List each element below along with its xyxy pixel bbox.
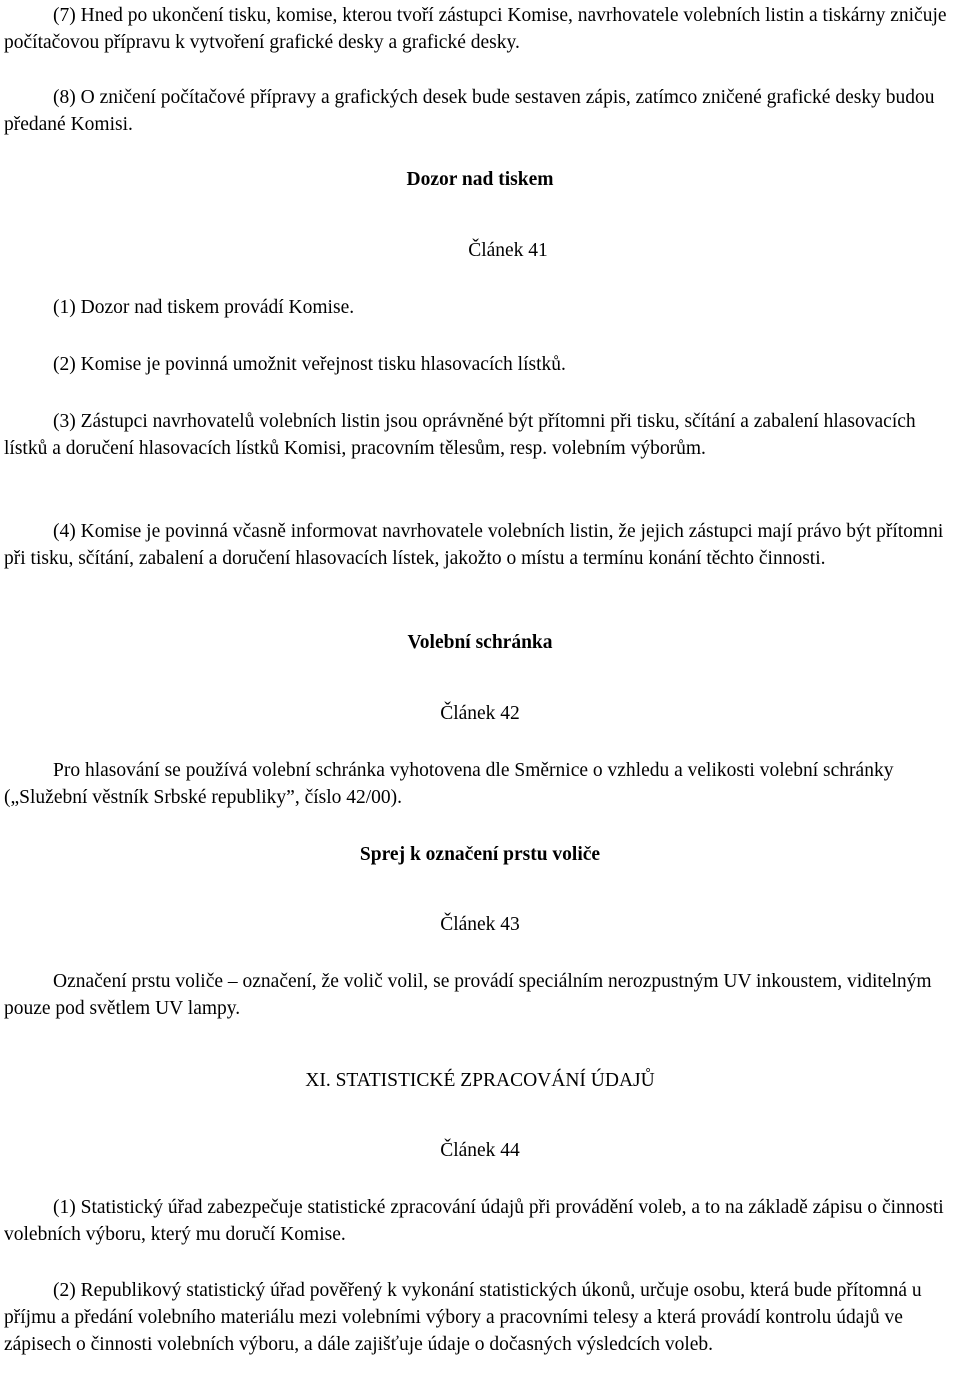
article-heading-41: Článek 41 [468,240,548,261]
article-heading-42: Článek 42 [440,703,520,724]
paragraph-7: (7) Hned po ukončení tisku, komise, kterou tvoří zástupci Komise, navrhovatele volebních listin a tiskárny zničuje počítačovou přípravu k vytvoření grafické desky a grafické desky. [4,5,947,53]
section-heading-dozor: Dozor nad tiskem [406,169,554,190]
article-44-paragraph-1: (1) Statistický úřad zabezpečuje statistické zpracování údajů při provádění voleb, a to na základě zápisu o činnosti volebních výboru, který mu doručí Komise. [4,1197,944,1245]
article-44-paragraph-2: (2) Republikový statistický úřad pověřený k vykonání statistických úkonů, určuje osobu, která bude přítomná u příjmu a předání volebního materiálu mezi volebními výbory a pracovními telesy a která provádí kontrolu údajů ve zápisech o činnosti volebních výboru, a dále zajišťuje údaje o dočasných výsledcích voleb. [4,1280,922,1355]
article-41-paragraph-1: (1) Dozor nad tiskem provádí Komise. [53,297,355,318]
article-42-paragraph: Pro hlasování se používá volební schránka vyhotovena dle Směrnice o vzhledu a velikosti volební schránky („Služební věstník Srbské republiky”, číslo 42/00). [4,760,894,808]
article-heading-44: Článek 44 [440,1140,520,1161]
section-heading-schranka: Volební schránka [407,632,553,653]
section-heading-sprej: Sprej k označení prstu voliče [359,844,601,865]
article-heading-43: Článek 43 [440,914,520,935]
chapter-heading-xi: XI. STATISTICKÉ ZPRACOVÁNÍ ÚDAJŮ [305,1070,655,1091]
article-41-paragraph-3: (3) Zástupci navrhovatelů volebních listin jsou oprávněné být přítomni při tisku, sčítání a zabalení hlasovacích lístků a doručení hlasovacích lístků Komisi, pracovním tělesům, resp. volebním výborům. [4,411,916,459]
article-41-paragraph-2: (2) Komise je povinná umožnit veřejnost tisku hlasovacích lístků. [53,354,566,375]
paragraph-8: (8) O zničení počítačové přípravy a grafických desek bude sestaven zápis, zatímco zničené grafické desky budou předané Komisi. [4,87,935,135]
article-43-paragraph: Označení prstu voliče – označení, že volič volil, se provádí speciálním nerozpustným UV inkoustem, viditelným pouze pod světlem UV lampy. [4,971,932,1019]
article-41-paragraph-4: (4) Komise je povinná včasně informovat navrhovatele volebních listin, že jejich zástupci mají právo být přítomni při tisku, sčítání, zabalení a doručení hlasovacích lístek, jakožto o místu a termínu konání těchto činnosti. [4,521,944,569]
